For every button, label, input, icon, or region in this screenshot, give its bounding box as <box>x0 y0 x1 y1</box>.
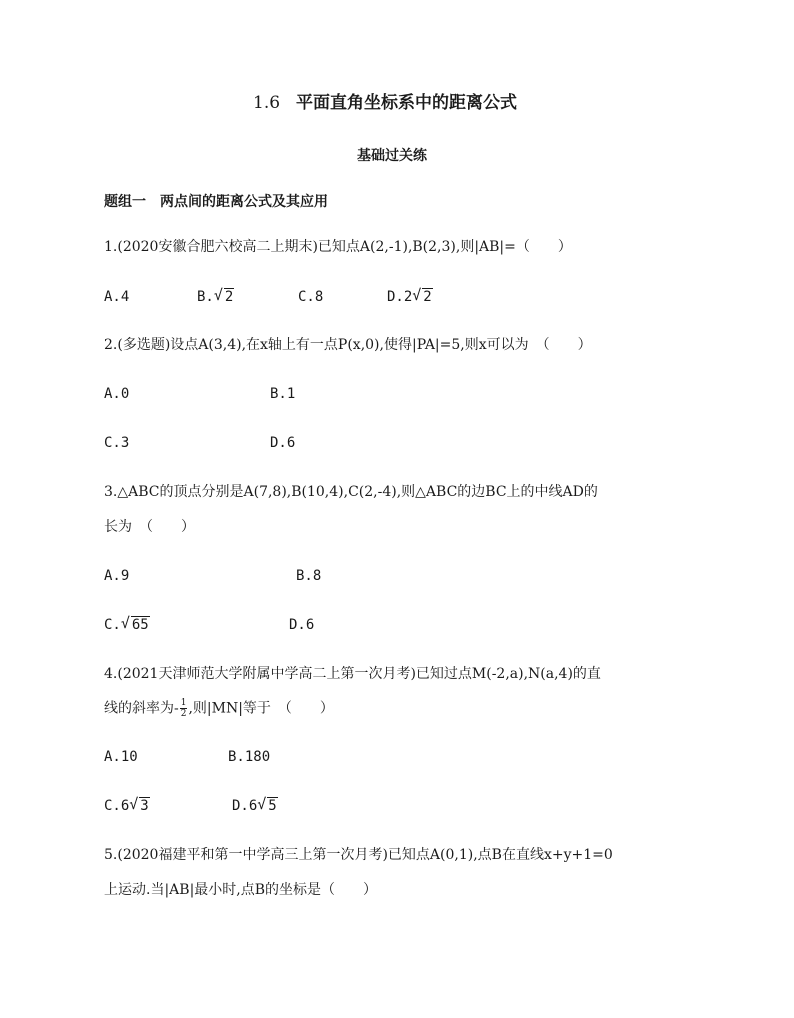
q4-option-a: A.10 <box>104 749 138 765</box>
question-3-line-1: 3.△ABC的顶点分别是A(7,8),B(10,4),C(2,-4),则△ABC的边BC上的中线AD的 <box>104 484 598 500</box>
q1-option-b: B. √ 2 <box>197 286 234 305</box>
question-1: 1.(2020安徽合肥六校高二上期末)已知点A(2,-1),B(2,3),则|AB|=（ ） <box>104 239 572 255</box>
q4-option-c: C.6 √ 3 <box>104 795 149 814</box>
question-5-line-2: 上运动.当|AB|最小时,点B的坐标是（ ） <box>104 882 378 898</box>
sqrt-symbol: √ 2 <box>213 286 234 305</box>
q2-option-b: B.1 <box>270 386 296 402</box>
q2-option-a: A.0 <box>104 386 130 402</box>
section-subtitle: 基础过关练 <box>357 148 427 164</box>
page-title <box>253 93 517 113</box>
q3-option-b: B.8 <box>296 568 322 584</box>
q4-option-d: D.6 √ 5 <box>232 795 277 814</box>
sqrt-symbol: √ 65 <box>120 614 149 633</box>
question-2: 2.(多选题)设点A(3,4),在x轴上有一点P(x,0),使得|PA|=5,则x可以为 （ ） <box>104 337 592 353</box>
q2-option-d: D.6 <box>270 435 296 451</box>
question-3-line-2: 长为 （ ） <box>104 519 195 535</box>
sqrt-symbol: √ 3 <box>129 795 149 814</box>
q1-option-c: C.8 <box>298 289 324 305</box>
question-5-line-1: 5.(2020福建平和第一中学高三上第一次月考)已知点A(0,1),点B在直线x+y+1=0 <box>104 847 613 863</box>
section-number: 1.6 <box>253 93 281 113</box>
question-4-line-1: 4.(2021天津师范大学附属中学高二上第一次月考)已知过点M(-2,a),N(a,4)的直 <box>104 666 601 682</box>
q3-option-c: C. √ 65 <box>104 614 149 633</box>
q4-option-b: B.180 <box>228 749 271 765</box>
question-4-line-2: 线的斜率为- $\frac{1}{2}$ ,则|MN|等于 （ ） <box>104 698 334 719</box>
q1-option-a: A.4 <box>104 289 130 305</box>
sqrt-symbol: √ 5 <box>257 795 277 814</box>
q3-option-d: D.6 <box>289 617 315 633</box>
q3-option-a: A.9 <box>104 568 130 584</box>
q1-option-d: D.2 √ 2 <box>387 286 432 305</box>
sqrt-symbol: √ 2 <box>412 286 432 305</box>
q2-option-c: C.3 <box>104 435 130 451</box>
title-text: 平面直角坐标系中的距离公式 <box>296 93 518 113</box>
question-group-heading: 题组一 两点间的距离公式及其应用 <box>104 194 328 210</box>
fraction-one-half: $\frac{1}{2}$ <box>180 698 187 719</box>
